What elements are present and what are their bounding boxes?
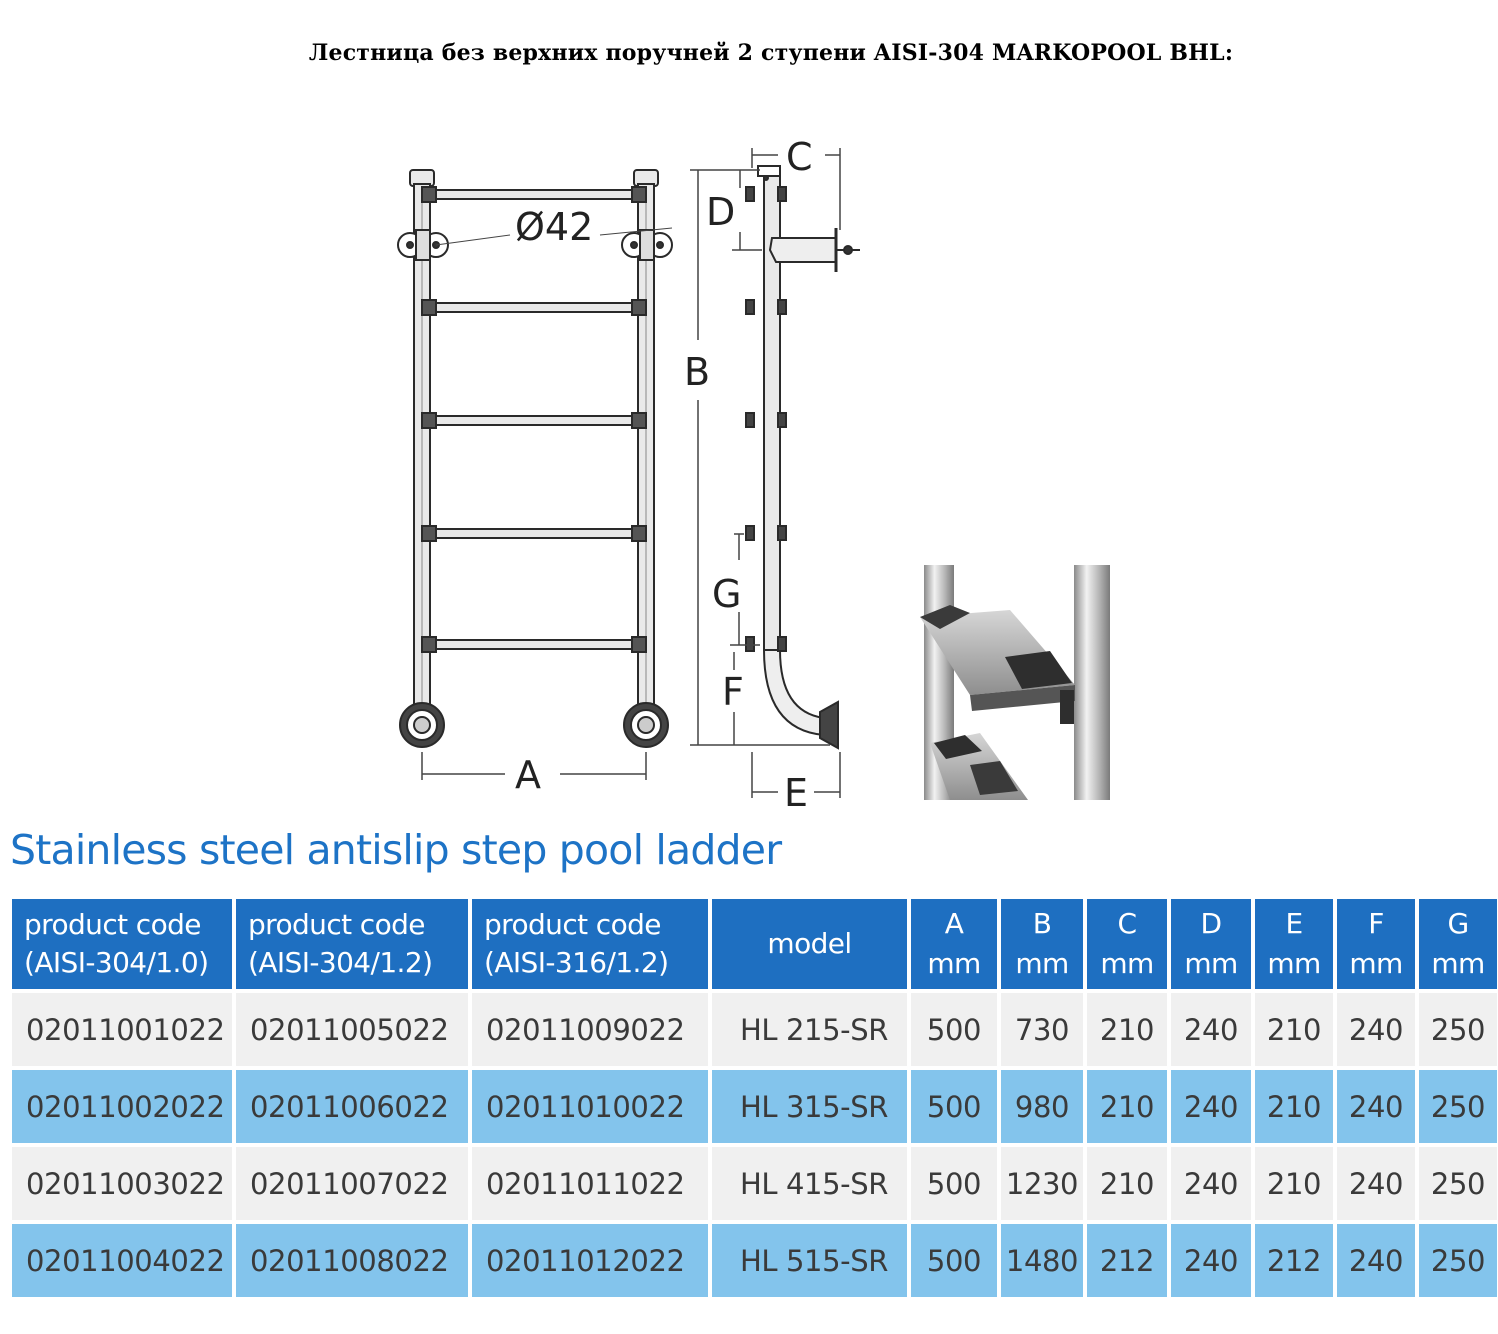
section-heading: Stainless steel antislip step pool ladder xyxy=(10,826,782,874)
cell-code-316-12: 02011011022 xyxy=(472,1147,708,1220)
cell-D: 240 xyxy=(1171,1147,1251,1220)
table-row xyxy=(12,1224,1497,1297)
header-product-code-304-10 xyxy=(12,899,232,989)
foot-right xyxy=(624,703,668,747)
header-A xyxy=(911,899,997,989)
cell-code-304-10: 02011001022 xyxy=(12,993,232,1066)
header-letter: D xyxy=(1200,907,1222,940)
cell-G: 250 xyxy=(1419,1070,1497,1143)
dimension-A-label: A xyxy=(515,753,541,797)
page-title: Лестница без верхних поручней 2 ступени AISI-304 MARKOPOOL BHL: xyxy=(308,40,1234,66)
cell-G: 250 xyxy=(1419,993,1497,1066)
foot-left xyxy=(400,703,444,747)
header-D xyxy=(1171,899,1251,989)
dimension-D-label: D xyxy=(706,190,736,234)
header-G xyxy=(1419,899,1497,989)
dimension-G-label: G xyxy=(712,572,742,616)
ladder-side-view xyxy=(746,166,860,748)
cell-C: 210 xyxy=(1087,993,1167,1066)
cell-E: 212 xyxy=(1255,1224,1333,1297)
cell-G: 250 xyxy=(1419,1147,1497,1220)
header-B xyxy=(1001,899,1083,989)
cell-code-304-10: 02011004022 xyxy=(12,1224,232,1297)
step-3 xyxy=(422,413,646,428)
header-line: product code xyxy=(24,908,201,941)
cell-C: 212 xyxy=(1087,1224,1167,1297)
wall-flange-left xyxy=(398,230,448,260)
header-product-code-304-12 xyxy=(236,899,468,989)
header-E xyxy=(1255,899,1333,989)
header-product-code-316-12 xyxy=(472,899,708,989)
header-unit: mm xyxy=(1267,947,1321,980)
table-row xyxy=(12,993,1497,1066)
cell-A: 500 xyxy=(911,1224,997,1297)
header-letter: F xyxy=(1368,907,1384,940)
header-line: (AISI-316/1.2) xyxy=(484,946,669,979)
cell-B: 730 xyxy=(1001,993,1083,1066)
cell-B: 1480 xyxy=(1001,1224,1083,1297)
cell-code-304-10: 02011003022 xyxy=(12,1147,232,1220)
header-line: (AISI-304/1.0) xyxy=(24,946,209,979)
cell-code-316-12: 02011009022 xyxy=(472,993,708,1066)
ladder-front-view xyxy=(398,170,672,747)
step-5 xyxy=(422,637,646,652)
table-row xyxy=(12,1147,1497,1220)
step-2 xyxy=(422,300,646,315)
dimension-E-label: E xyxy=(784,771,809,815)
step-1 xyxy=(422,187,646,202)
cell-D: 240 xyxy=(1171,993,1251,1066)
dimension-C-label: C xyxy=(786,135,813,179)
cell-F: 240 xyxy=(1337,1070,1415,1143)
header-F xyxy=(1337,899,1415,989)
cell-code-304-12: 02011007022 xyxy=(236,1147,468,1220)
cell-F: 240 xyxy=(1337,993,1415,1066)
cell-F: 240 xyxy=(1337,1224,1415,1297)
cell-code-316-12: 02011010022 xyxy=(472,1070,708,1143)
cell-B: 1230 xyxy=(1001,1147,1083,1220)
header-letter: G xyxy=(1447,907,1469,940)
specs-table xyxy=(8,895,1498,1301)
header-line: (AISI-304/1.2) xyxy=(248,946,433,979)
cell-F: 240 xyxy=(1337,1147,1415,1220)
header-letter: E xyxy=(1285,907,1303,940)
cell-code-316-12: 02011012022 xyxy=(472,1224,708,1297)
step-4 xyxy=(422,526,646,541)
cell-model: HL 415-SR xyxy=(712,1147,907,1220)
cell-code-304-12: 02011005022 xyxy=(236,993,468,1066)
header-unit: mm xyxy=(1184,947,1238,980)
cell-G: 250 xyxy=(1419,1224,1497,1297)
diameter-label: Ø42 xyxy=(515,205,594,249)
ladder-step-photo xyxy=(910,565,1115,800)
table-row xyxy=(12,1070,1497,1143)
cell-B: 980 xyxy=(1001,1070,1083,1143)
header-line: product code xyxy=(248,908,425,941)
cell-model: HL 515-SR xyxy=(712,1224,907,1297)
header-line: product code xyxy=(484,908,661,941)
cell-A: 500 xyxy=(911,1147,997,1220)
cell-E: 210 xyxy=(1255,1147,1333,1220)
cell-A: 500 xyxy=(911,993,997,1066)
cell-model: HL 315-SR xyxy=(712,1070,907,1143)
cell-D: 240 xyxy=(1171,1224,1251,1297)
cell-A: 500 xyxy=(911,1070,997,1143)
cell-model: HL 215-SR xyxy=(712,993,907,1066)
wall-flange-right xyxy=(622,230,672,260)
photo-rail-right xyxy=(1074,565,1110,800)
cell-code-304-10: 02011002022 xyxy=(12,1070,232,1143)
header-unit: mm xyxy=(1015,947,1069,980)
header-unit: mm xyxy=(1431,947,1485,980)
cell-D: 240 xyxy=(1171,1070,1251,1143)
header-model: model xyxy=(712,899,907,989)
table-header-row xyxy=(12,899,1497,989)
header-letter: B xyxy=(1032,907,1052,940)
cell-E: 210 xyxy=(1255,1070,1333,1143)
cell-code-304-12: 02011006022 xyxy=(236,1070,468,1143)
header-unit: mm xyxy=(1349,947,1403,980)
header-letter: A xyxy=(944,907,964,940)
cell-code-304-12: 02011008022 xyxy=(236,1224,468,1297)
dimension-B-label: B xyxy=(684,350,711,394)
dimension-F-label: F xyxy=(722,670,744,714)
cell-C: 210 xyxy=(1087,1070,1167,1143)
cell-C: 210 xyxy=(1087,1147,1167,1220)
dimension-D xyxy=(732,170,762,250)
header-letter: C xyxy=(1117,907,1137,940)
cell-E: 210 xyxy=(1255,993,1333,1066)
header-unit: mm xyxy=(1100,947,1154,980)
header-C xyxy=(1087,899,1167,989)
header-unit: mm xyxy=(927,947,981,980)
